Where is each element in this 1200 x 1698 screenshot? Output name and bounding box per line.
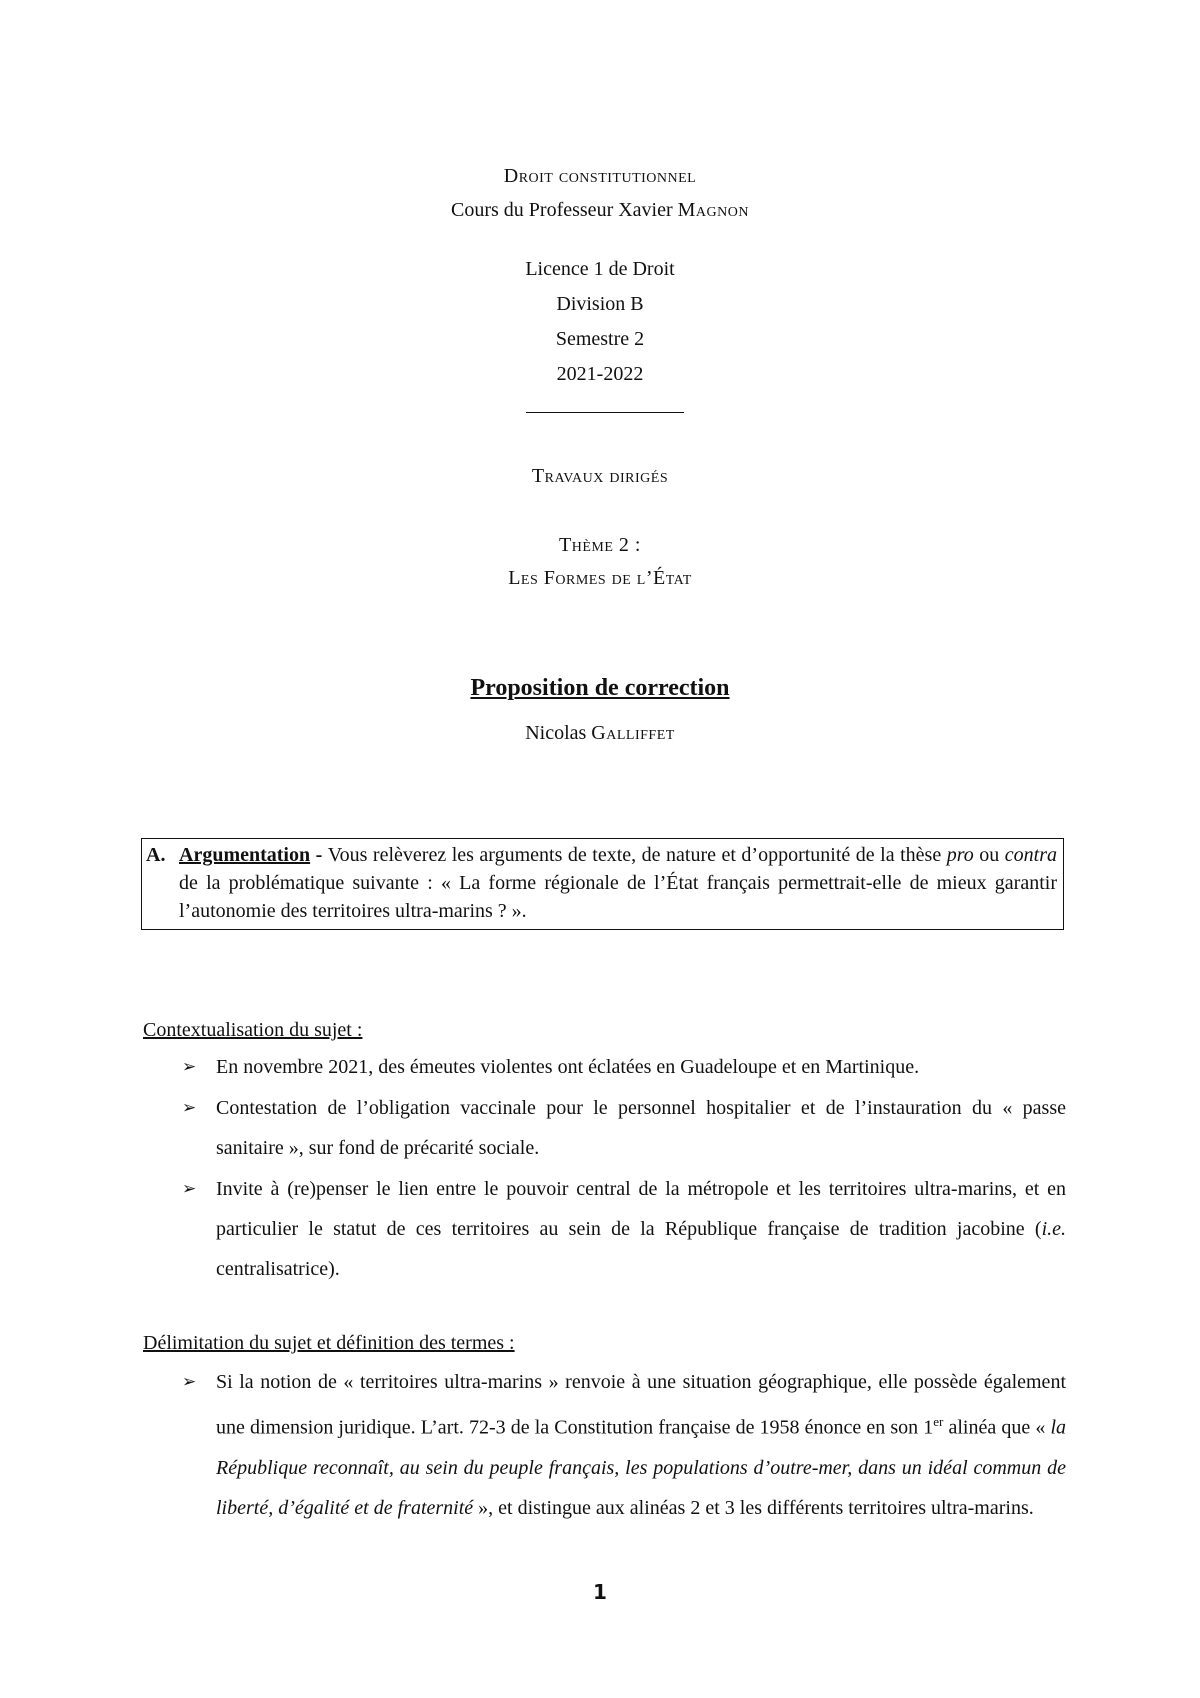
delimitation-text-2: alinéa que « <box>943 1416 1051 1439</box>
context-item-3-text: Invite à (re)penser le lien entre le pouvoir central de la métropole et les territoires ultra-marins, et en particulier le statut de ces territoires au sein de la République française de tradition jacobine ( <box>216 1178 1066 1240</box>
document-title: Proposition de correction <box>470 675 730 701</box>
bullet-arrow-icon: ➢ <box>182 1179 197 1198</box>
page-number: 1 <box>593 1580 607 1604</box>
section-title: Travaux dirigés <box>531 465 669 487</box>
context-heading: Contextualisation du sujet : <box>143 1019 363 1041</box>
author-first-name: Nicolas <box>525 722 592 744</box>
constitution-quote: la République reconnaît, au sein du peuple français, les populations d’outre-mer, dans un idéal commun de liberté, d’égalité et de fraternité <box>216 1416 1067 1519</box>
bullet-arrow-icon: ➢ <box>182 1372 197 1391</box>
professor-prefix: Cours du Professeur Xavier <box>451 199 678 221</box>
context-item-3-end: centralisatrice). <box>216 1258 340 1280</box>
context-item-3 <box>216 1169 1066 1289</box>
assignment-dash: - <box>310 844 328 866</box>
theme-number: Thème 2 : <box>559 534 641 556</box>
context-item-2: Contestation de l’obligation vaccinale pour le personnel hospitalier et de l’instauration du « passe sanitaire », sur fond de précarité sociale. <box>216 1097 1066 1159</box>
pro-term: pro <box>946 844 974 866</box>
ie-abbr: i.e. <box>1041 1218 1066 1240</box>
separator-rule <box>526 412 684 413</box>
delimitation-text-3: », et distingue aux alinéas 2 et 3 les différents territoires ultra-marins. <box>473 1496 1034 1519</box>
bullet-arrow-icon: ➢ <box>182 1057 197 1076</box>
contra-term: contra <box>1004 844 1057 866</box>
assignment-text-1: Vous relèverez les arguments de texte, de nature et d’opportunité de la thèse <box>327 844 947 866</box>
semester: Semestre 2 <box>555 328 645 350</box>
theme-title: Les Formes de l’État <box>508 567 692 589</box>
assignment-text-3: de la problématique suivante : « La forme régionale de l’État français permettrait-elle de mieux garantir l’autonomie des territoires ultra-marins ? ». <box>179 872 1057 922</box>
assignment-box <box>141 838 1064 930</box>
author-last-name: Galliffet <box>591 722 675 744</box>
professor-line <box>0 198 1200 222</box>
delimitation-item-1 <box>216 1362 1066 1528</box>
assignment-label: A. <box>146 844 166 866</box>
context-item-1: En novembre 2021, des émeutes violentes ont éclatées en Guadeloupe et en Martinique. <box>216 1056 920 1078</box>
delimitation-heading: Délimitation du sujet et définition des termes : <box>143 1332 515 1354</box>
bullet-arrow-icon: ➢ <box>182 1098 197 1117</box>
assignment-text <box>179 841 1057 925</box>
course-title: Droit constitutionnel <box>503 165 697 187</box>
professor-name: Magnon <box>677 199 749 221</box>
program: Licence 1 de Droit <box>525 258 675 280</box>
academic-year: 2021-2022 <box>556 363 644 385</box>
ordinal-suffix: er <box>933 1414 944 1429</box>
assignment-heading: Argumentation <box>179 844 311 866</box>
delimitation-text-1: Si la notion de « territoires ultra-marins » renvoie à une situation géographique, elle possède également une dimension juridique. L’art. 72-3 de la Constitution française de 1958 énonce en son 1 <box>216 1371 1066 1439</box>
division: Division B <box>556 293 644 315</box>
author-line <box>0 721 1200 745</box>
assignment-text-2: ou <box>973 844 1005 866</box>
